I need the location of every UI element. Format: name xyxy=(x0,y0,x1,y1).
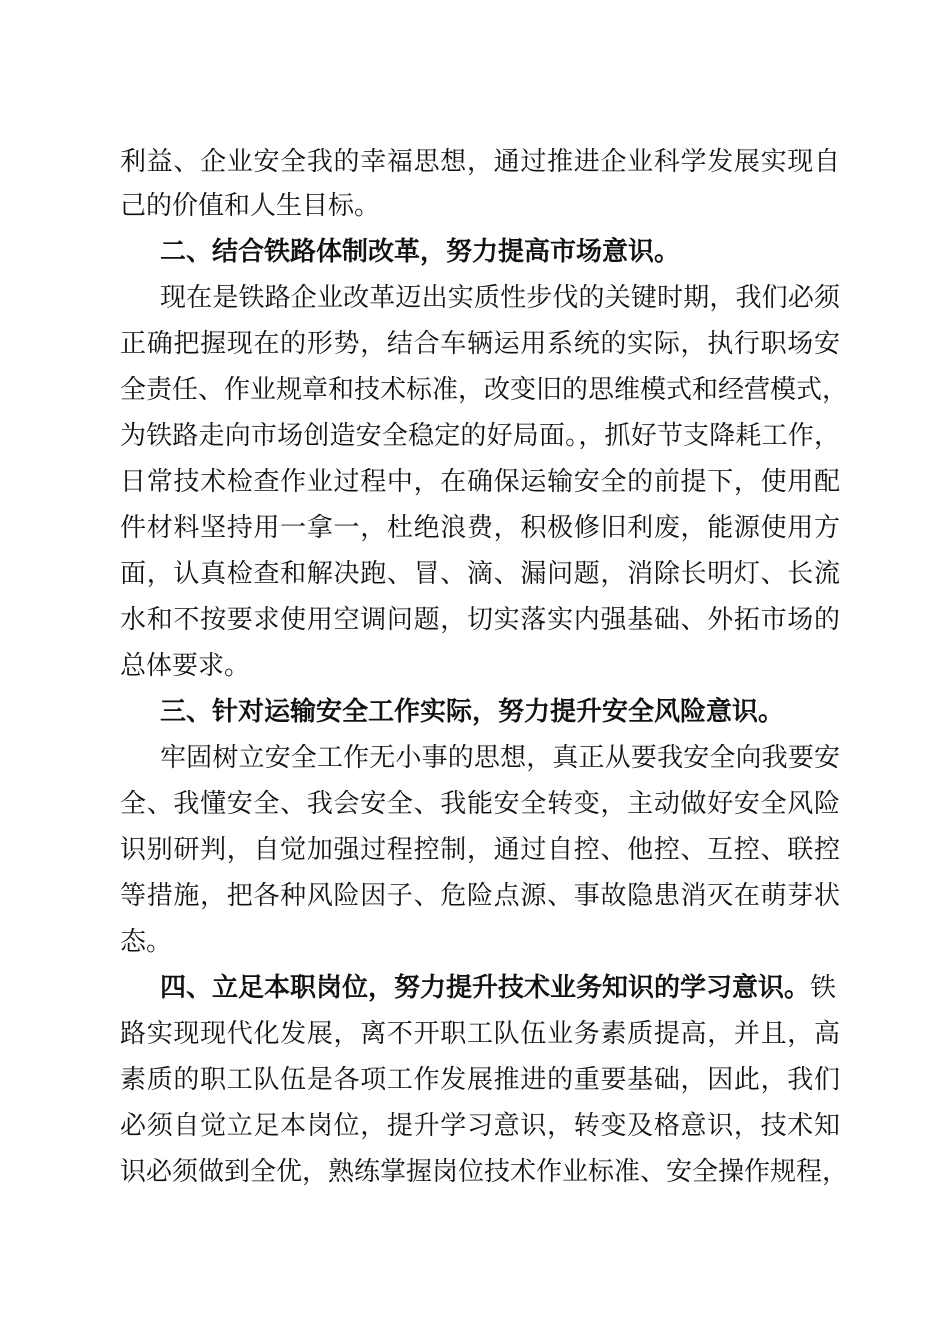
paragraph-line: 牢固树立安全工作无小事的思想，真正从要我安全向我要安 xyxy=(160,743,840,773)
section-heading-2: 二、结合铁路体制改革，努力提高市场意识。 xyxy=(160,237,681,267)
paragraph-line: 总体要求。 xyxy=(120,651,251,681)
section-heading-3: 三、针对运输安全工作实际，努力提升安全风险意识。 xyxy=(160,697,785,727)
paragraph-line: 识必须做到全优，熟练掌握岗位技术作业标准、安全操作规程， xyxy=(120,1157,849,1187)
paragraph-line: 现在是铁路企业改革迈出实质性步伐的关键时期，我们必须 xyxy=(160,283,840,313)
paragraph-line: 全责任、作业规章和技术标准，改变旧的思维模式和经营模式， xyxy=(120,375,849,405)
paragraph-line: 正确把握现在的形势，结合车辆运用系统的实际，执行职场安 xyxy=(120,329,840,359)
section-heading-4-line xyxy=(160,966,840,1010)
paragraph-line: 利益、企业安全我的幸福思想，通过推进企业科学发展实现自 xyxy=(120,147,840,177)
paragraph-line: 态。 xyxy=(120,927,173,957)
paragraph-line: 路实现现代化发展，离不开职工队伍业务素质提高，并且，高 xyxy=(120,1019,840,1049)
paragraph-line: 素质的职工队伍是各项工作发展推进的重要基础，因此，我们 xyxy=(120,1065,840,1095)
paragraph-line: 等措施，把各种风险因子、危险点源、事故隐患消灭在萌芽状 xyxy=(120,881,840,911)
paragraph-line: 面，认真检查和解决跑、冒、滴、漏问题，消除长明灯、长流 xyxy=(120,559,840,589)
paragraph-start: 铁 xyxy=(810,973,837,1003)
paragraph-line: 己的价值和人生目标。 xyxy=(120,191,381,221)
paragraph-line: 水和不按要求使用空调问题，切实落实内强基础、外拓市场的 xyxy=(120,605,840,635)
paragraph-line: 为铁路走向市场创造安全稳定的好局面。，抓好节支降耗工作， xyxy=(120,421,840,451)
section-heading-4: 四、立足本职岗位，努力提升技术业务知识的学习意识。 xyxy=(160,973,811,1003)
paragraph-line: 件材料坚持用一拿一，杜绝浪费，积极修旧利废，能源使用方 xyxy=(120,513,840,543)
paragraph-line: 日常技术检查作业过程中，在确保运输安全的前提下，使用配 xyxy=(120,467,840,497)
paragraph-line: 必须自觉立足本岗位，提升学习意识，转变及格意识，技术知 xyxy=(120,1111,840,1141)
paragraph-line: 全、我懂安全、我会安全、我能安全转变，主动做好安全风险 xyxy=(120,789,840,819)
paragraph-line: 识别研判，自觉加强过程控制，通过自控、他控、互控、联控 xyxy=(120,835,840,865)
